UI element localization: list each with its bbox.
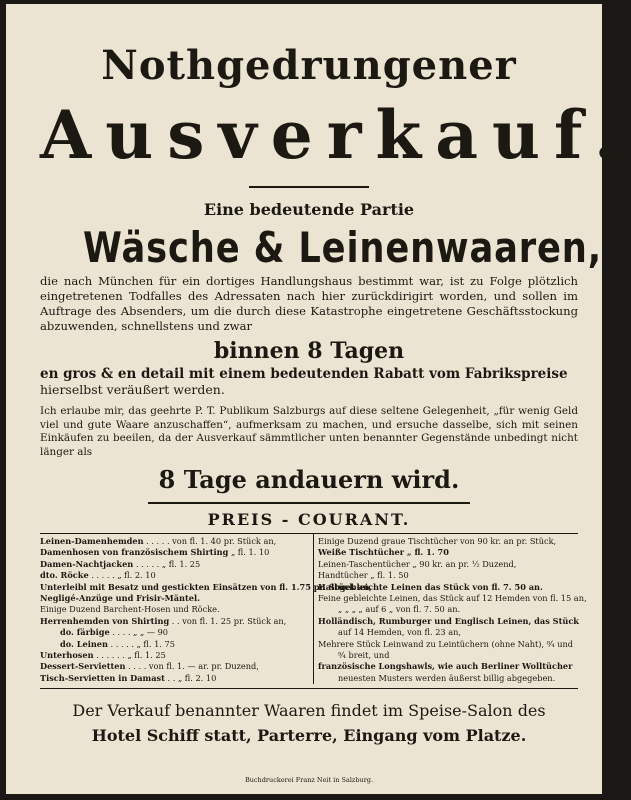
list-item: Einige Duzend Barchent-Hosen und Röcke. <box>40 604 220 615</box>
list-item: Einige Duzend graue Tischtücher von 90 kr. an pr. Stück, <box>318 536 557 546</box>
list-item: Negligé-Anzüge und Frisir-Mäntel. <box>40 593 200 604</box>
list-item: Leinen-Taschentücher „ 90 kr. an pr. ½ Duzend, <box>318 558 517 569</box>
list-item: Unterhosen . . . . . . „ fl. 1. 25 <box>40 650 166 661</box>
headline: Wäsche & Leinenwaaren, <box>83 223 602 272</box>
acht-tage-line: 8 Tage andauern wird. <box>158 465 460 494</box>
list-item: „ „ „ „ auf 6 „ von fl. 7. 50 an. <box>338 604 461 615</box>
intro-text: Eine bedeutende Partie <box>203 200 415 219</box>
title-line-1: Nothgedrungener <box>101 42 517 89</box>
list-item: Damenhosen von französischem Shirting „ fl. 1. 10 <box>40 547 270 558</box>
list-item: Weiße Tischtücher „ fl. 1. 70 <box>318 547 449 558</box>
veraeussert-line: hierselbst veräußert werden. <box>40 382 225 397</box>
divider-rule-3 <box>40 688 578 689</box>
preis-courant-heading: PREIS - COURANT. <box>207 510 411 529</box>
hotel-line: Hotel Schiff statt, Parterre, Eingang vom Platze. <box>91 726 527 746</box>
list-item: neuesten Musters werden äußerst billig abgegeben. <box>338 672 556 683</box>
binnen-8-tagen: binnen 8 Tagen <box>213 338 405 364</box>
poster-content <box>40 22 631 784</box>
divider-rule <box>249 186 369 188</box>
verkauf-line: Der Verkauf benannter Waaren findet im Speise-Salon des <box>72 701 546 721</box>
list-item: Holländisch, Rumburger und Englisch Leinen, das Stück <box>318 615 579 626</box>
list-item: do. färbige . . . . „ „ — 90 <box>60 627 168 638</box>
list-item: Halbgebleichte Leinen das Stück von fl. 7. 50 an. <box>318 581 543 592</box>
list-item: französische Longshawls, wie auch Berliner Wolltücher <box>318 661 573 672</box>
title-line-2: Ausverkauf. <box>40 96 631 174</box>
list-item: ⁹⁄₄ breit, und <box>338 650 390 661</box>
list-item: Herrenhemden von Shirting . . von fl. 1. 25 pr. Stück an, <box>40 615 287 626</box>
paragraph-2: Ich erlaube mir, das geehrte P. T. Publikum Salzburgs auf diese seltene Gelegenheit, „für wenig Geld viel und gute Waare anzuschaffen“, aufmerksam zu machen, und ersuche dasselbe, sich mit seinen Einkäufen zu beeilen, da der Ausverkauf sämmtlicher unten benannter Gegenstände unbedingt nicht länger als <box>40 405 578 458</box>
list-item: Mehrere Stück Leinwand zu Leintüchern (ohne Naht), ⁸⁄₄ und <box>318 638 573 649</box>
list-item: Damen-Nachtjacken . . . . . „ fl. 1. 25 <box>40 558 201 569</box>
list-item: auf 14 Hemden, von fl. 23 an, <box>338 627 461 638</box>
en-gros-line: en gros & en detail mit einem bedeutenden Rabatt vom Fabrikspreise <box>40 366 568 382</box>
list-item: Unterleibl mit Besatz und gestickten Einsätzen von fl. 1.75 pr. Stück an, <box>40 581 372 592</box>
list-item: Leinen-Damenhemden . . . . . von fl. 1. 40 pr. Stück an, <box>40 536 277 546</box>
list-item: Feine gebleichte Leinen, das Stück auf 12 Hemden von fl. 15 an, <box>318 593 587 604</box>
list-item: dto. Röcke . . . . . „ fl. 2. 10 <box>40 570 156 581</box>
price-list-right <box>314 534 587 684</box>
list-item: Tisch-Servietten in Damast . . „ fl. 2. 10 <box>40 672 217 683</box>
list-item: Handtücher „ fl. 1. 50 <box>318 570 409 581</box>
list-item: Dessert-Servietten . . . . von fl. 1. — ar. pr. Duzend, <box>40 661 259 672</box>
divider-rule-2 <box>148 502 471 504</box>
poster-sheet <box>6 4 631 794</box>
printer-footer: Buchdruckerei Franz Neit in Salzburg. <box>244 776 374 784</box>
price-list <box>40 533 587 684</box>
paragraph-1: die nach München für ein dortiges Handlungshaus bestimmt war, ist zu Folge plötzlich eingetretenen Todfalles des Adressaten nach hier zurückdirigirt worden, und sollen im Auftrage des Absenders, um die durch diese Katastrophe eingetretene Geschäftsstockung abzuwenden, schnellstens und zwar <box>40 274 578 333</box>
list-item: do. Leinen . . . . . „ fl. 1. 75 <box>60 638 175 649</box>
